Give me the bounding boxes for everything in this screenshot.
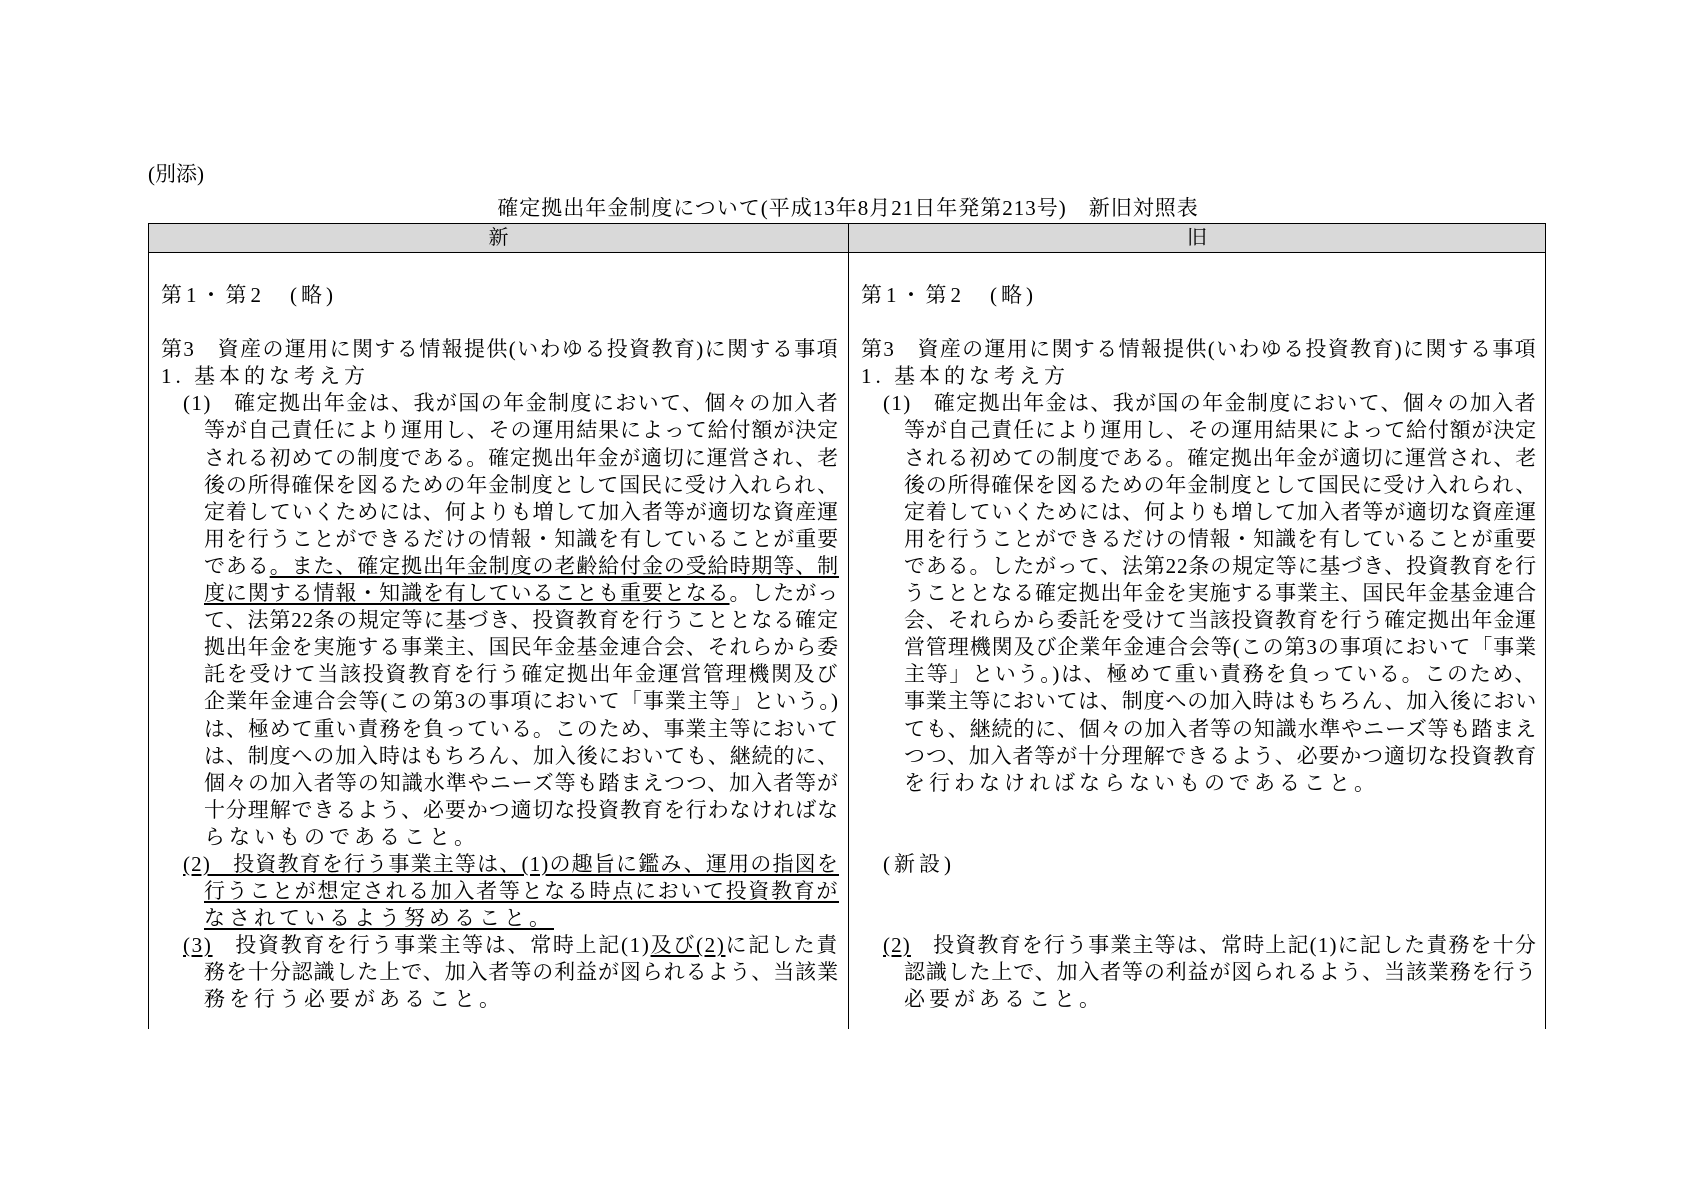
text-segment: 等が自己責任により運用し、その運用結果によって給付額が決定: [904, 418, 1537, 443]
text-line-content: [861, 336, 1537, 363]
attachment-label: (別添): [148, 162, 204, 186]
text-line-content: [204, 743, 839, 770]
text-line: [849, 634, 1547, 661]
text-line: [849, 986, 1547, 1013]
text-line-content: [161, 282, 337, 309]
text-line-content: [904, 716, 1537, 743]
text-segment: 定着していくためには、何よりも増して加入者等が適切な資産運: [904, 499, 1537, 524]
text-line-content: [904, 986, 1104, 1013]
text-line: [149, 390, 849, 417]
text-segment: 務を行う必要があること。: [204, 987, 504, 1012]
text-line-content: [204, 716, 839, 743]
text-line-content: [204, 688, 839, 715]
text-segment: 拠出年金を実施する事業主、国民年金基金連合会、それらから委: [204, 635, 839, 660]
text-segment: 1. 基本的な考え方: [161, 364, 369, 389]
text-line: [149, 417, 849, 444]
text-segment: 第3 資産の運用に関する情報提供(いわゆる投資教育)に関する事項: [161, 337, 839, 362]
text-line-content: [904, 661, 1537, 688]
text-segment: うこととなる確定拠出年金を実施する事業主、国民年金基金連合: [904, 581, 1537, 606]
text-line-content: [161, 363, 369, 390]
amended-text: なされているよう努めること。: [204, 906, 554, 931]
text-line: [149, 580, 849, 607]
text-segment: 個々の加入者等の知識水準やニーズ等も踏まえつつ、加入者等が: [204, 770, 839, 795]
text-line: [149, 445, 849, 472]
text-line-content: [904, 417, 1537, 444]
text-line: [849, 688, 1547, 715]
text-line: [849, 417, 1547, 444]
comparison-table: [148, 223, 1546, 1029]
text-line: [849, 905, 1547, 932]
text-line: [149, 851, 849, 878]
text-segment: 第1・第2 (略): [161, 283, 337, 307]
text-line: [149, 634, 849, 661]
text-line: [849, 851, 1547, 878]
text-line: [149, 661, 849, 688]
text-line: [849, 282, 1547, 309]
text-line: [149, 607, 849, 634]
text-segment: 1. 基本的な考え方: [861, 364, 1069, 389]
text-line: [849, 390, 1547, 417]
text-line-content: [204, 607, 839, 634]
text-line: [149, 526, 849, 553]
text-line-content: [204, 661, 839, 688]
text-line-content: [204, 959, 839, 986]
amended-text: 及び(2): [650, 933, 726, 958]
text-segment: される初めての制度である。確定拠出年金が適切に運営され、老: [204, 445, 839, 470]
text-line-content: [904, 770, 1379, 797]
amended-text: (2) 投資教育を行う事業主等は、(1)の趣旨に鑑み、運用の指図を: [183, 851, 839, 876]
text-line-content: [161, 336, 839, 363]
text-line: [149, 336, 849, 363]
text-segment: は、制度への加入時はもちろん、加入後においても、継続的に、: [204, 743, 839, 768]
text-line: [149, 743, 849, 770]
text-line-content: [204, 770, 839, 797]
text-line-content: [204, 634, 839, 661]
text-line-content: [904, 743, 1537, 770]
text-line: [849, 499, 1547, 526]
column-header-old: 旧: [849, 224, 1545, 253]
column-header-new: 新: [149, 224, 849, 253]
text-line: [849, 445, 1547, 472]
amended-text: 。また、確定拠出年金制度の老齢給付金の受給時期等、制: [269, 553, 840, 578]
text-line-content: [861, 363, 1069, 390]
text-line: [849, 472, 1547, 499]
text-line: [149, 797, 849, 824]
text-line-content: [183, 390, 839, 417]
text-line: [149, 309, 849, 336]
amended-text: 度に関する情報・知識を有していることも重要となる: [204, 581, 730, 606]
text-segment: ても、継続的に、個々の加入者等の知識水準やニーズ等も踏まえ: [904, 716, 1537, 741]
text-line-content: [883, 851, 955, 878]
amended-text: (2): [883, 933, 911, 958]
text-segment: である: [204, 553, 270, 578]
text-segment: 定着していくためには、何よりも増して加入者等が適切な資産運: [204, 499, 839, 524]
text-line-content: [904, 580, 1537, 607]
text-line: [149, 499, 849, 526]
text-line-content: [904, 499, 1537, 526]
text-line: [149, 688, 849, 715]
amended-text: 行うことが想定される加入者等となる時点において投資教育が: [204, 879, 839, 904]
text-segment: である。したがって、法第22条の規定等に基づき、投資教育を行: [904, 553, 1537, 578]
text-line-content: [904, 607, 1537, 634]
text-line: [849, 363, 1547, 390]
text-line-content: [183, 932, 839, 959]
text-line-content: [204, 417, 839, 444]
text-line-content: [204, 499, 839, 526]
text-segment: 第3 資産の運用に関する情報提供(いわゆる投資教育)に関する事項: [861, 337, 1537, 362]
text-segment: 十分理解できるよう、必要かつ適切な投資教育を行わなければな: [204, 797, 839, 822]
text-line-content: [904, 445, 1537, 472]
text-line: [149, 553, 849, 580]
text-line-content: [204, 526, 839, 553]
text-line: [849, 526, 1547, 553]
text-line-content: [204, 986, 504, 1013]
text-line: [149, 363, 849, 390]
text-segment: に記した責: [725, 933, 839, 958]
new-text-column: [149, 253, 849, 1029]
text-segment: つつ、加入者等が十分理解できるよう、必要かつ適切な投資教育: [904, 743, 1537, 768]
text-segment: 。したがっ: [729, 581, 839, 606]
text-line-content: [904, 553, 1537, 580]
text-segment: 営管理機関及び企業年金連合会等(この第3の事項において「事業: [904, 635, 1537, 660]
text-segment: 用を行うことができるだけの情報・知識を有していることが重要: [904, 526, 1537, 551]
text-segment: 後の所得確保を図るための年金制度として国民に受け入れられ、: [904, 472, 1537, 497]
text-line: [849, 336, 1547, 363]
text-line: [849, 824, 1547, 851]
text-line: [849, 716, 1547, 743]
text-line: [849, 797, 1547, 824]
text-segment: 事業主等においては、制度への加入時はもちろん、加入後におい: [904, 689, 1537, 714]
text-line: [849, 743, 1547, 770]
text-line-content: [904, 688, 1537, 715]
text-line-content: [204, 824, 479, 851]
text-line-content: [904, 472, 1537, 499]
text-line: [149, 770, 849, 797]
text-line: [149, 282, 849, 309]
text-line-content: [883, 932, 1537, 959]
text-segment: らないものであること。: [204, 824, 479, 849]
text-line-content: [904, 526, 1537, 553]
text-line-content: [861, 282, 1037, 309]
text-line-content: [204, 553, 839, 580]
text-line-content: [204, 905, 554, 932]
text-segment: 用を行うことができるだけの情報・知識を有していることが重要: [204, 526, 839, 551]
text-line-content: [904, 959, 1537, 986]
text-line-content: [183, 851, 839, 878]
text-line-content: [204, 580, 839, 607]
text-line: [149, 959, 849, 986]
text-segment: 投資教育を行う事業主等は、常時上記(1)に記した責務を十分: [910, 933, 1537, 958]
text-line-content: [204, 472, 839, 499]
text-line: [149, 986, 849, 1013]
text-segment: 第1・第2 (略): [861, 283, 1037, 307]
text-line: [149, 824, 849, 851]
text-line: [849, 607, 1547, 634]
text-segment: 託を受けて当該投資教育を行う確定拠出年金運営管理機関及び: [204, 662, 839, 687]
text-segment: 主等」という。)は、極めて重い責務を負っている。このため、: [904, 662, 1537, 687]
text-segment: 務を十分認識した上で、加入者等の利益が図られるよう、当該業: [204, 960, 839, 985]
text-line-content: [204, 797, 839, 824]
text-line: [849, 770, 1547, 797]
text-line: [849, 309, 1547, 336]
text-line-content: [904, 634, 1537, 661]
text-line: [149, 878, 849, 905]
old-text-column: [849, 253, 1547, 1029]
text-line-content: [204, 878, 839, 905]
text-line: [149, 932, 849, 959]
text-line-content: [883, 390, 1537, 417]
text-segment: 企業年金連合会等(この第3の事項において「事業主等」という。): [204, 689, 839, 714]
text-line: [849, 661, 1547, 688]
text-line: [849, 580, 1547, 607]
document-title: 確定拠出年金制度について(平成13年8月21日年発第213号) 新旧対照表: [497, 196, 1199, 220]
text-segment: される初めての制度である。確定拠出年金が適切に運営され、老: [904, 445, 1537, 470]
text-segment: 後の所得確保を図るための年金制度として国民に受け入れられ、: [204, 472, 839, 497]
text-segment: て、法第22条の規定等に基づき、投資教育を行うこととなる確定: [204, 608, 839, 633]
text-segment: 認識した上で、加入者等の利益が図られるよう、当該業務を行う: [904, 960, 1537, 985]
text-segment: (新設): [883, 851, 955, 876]
text-segment: 必要があること。: [904, 987, 1104, 1012]
text-line: [149, 716, 849, 743]
text-segment: (1) 確定拠出年金は、我が国の年金制度において、個々の加入者: [183, 391, 839, 416]
text-line: [149, 472, 849, 499]
text-line: [849, 932, 1547, 959]
text-line-content: [204, 445, 839, 472]
text-segment: 投資教育を行う事業主等は、常時上記(1): [212, 933, 651, 958]
amended-text: (3): [183, 933, 213, 958]
text-line: [849, 959, 1547, 986]
text-segment: 等が自己責任により運用し、その運用結果によって給付額が決定: [204, 418, 839, 443]
text-segment: は、極めて重い責務を負っている。このため、事業主等において: [204, 716, 839, 741]
text-line: [149, 905, 849, 932]
text-segment: 会、それらから委託を受けて当該投資教育を行う確定拠出年金運: [904, 608, 1537, 633]
text-segment: を行わなければならないものであること。: [904, 770, 1379, 795]
text-line: [849, 878, 1547, 905]
text-segment: (1) 確定拠出年金は、我が国の年金制度において、個々の加入者: [883, 391, 1537, 416]
text-line: [849, 553, 1547, 580]
